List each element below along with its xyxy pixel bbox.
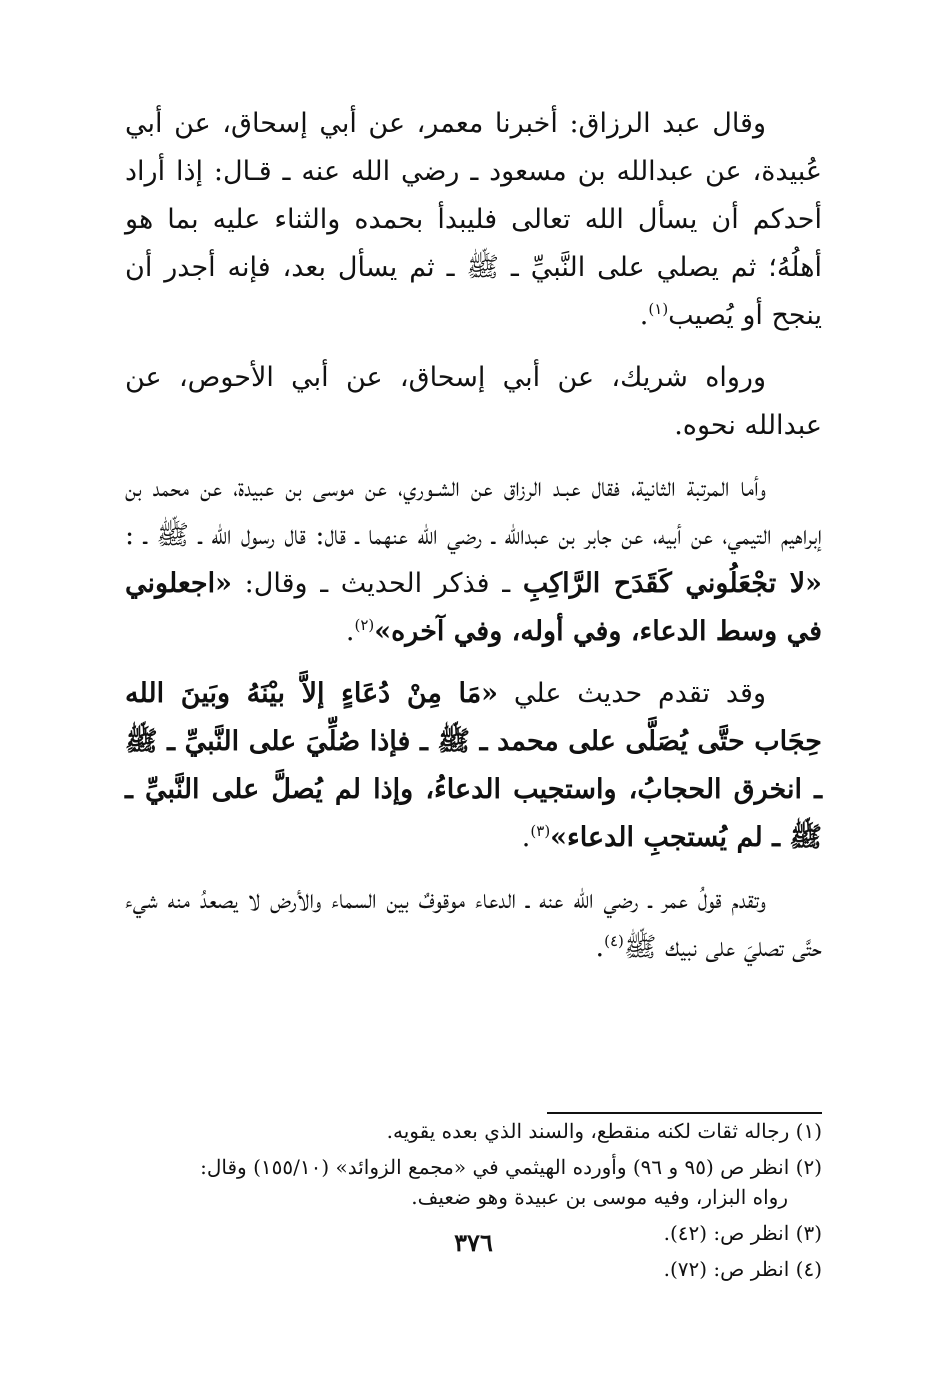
footnote-1-text: (١) رجاله ثقات لكنه منقطع، والسند الذي بعده يقويه.	[386, 1119, 822, 1143]
paragraph-2-text: ورواه شريك، عن أبي إسحاق، عن أبي الأحوص، عن عبدالله نحوه.	[125, 362, 822, 441]
paragraph-3-end: .	[345, 616, 355, 647]
paragraph-1	[125, 100, 822, 340]
paragraph-3-text-1: وأما المرتبة الثانية، فقال عبـد الرزاق عن الشـوري، عن موسى بن عبيدة، عن محمد بن إبراهيم التيمي، عن أبيه، عن جابر بن عبدالله ـ رضي الله عنهما ـ قال: قال رسول الله ـ ﷺ ـ :	[125, 472, 822, 551]
paragraph-4	[125, 670, 822, 862]
footnote-3-text: (٣) انظر ص: (٤٢).	[663, 1221, 822, 1245]
paragraph-3	[125, 464, 822, 656]
footnote-2-continuation: رواه البزار، وفيه موسى بن عبيدة وهو ضعيف.	[411, 1185, 788, 1209]
footnotes	[125, 1116, 822, 1290]
footnote-ref-3[interactable]: (٣)	[530, 822, 551, 840]
footnote-1	[125, 1116, 822, 1146]
footnote-ref-2[interactable]: (٢)	[354, 616, 375, 634]
paragraph-5-end: .	[595, 932, 605, 963]
paragraph-3-text-2: ـ فذكر الحديث ـ وقال:	[244, 568, 511, 599]
footnote-4-text: (٤) انظر ص: (٧٢).	[663, 1257, 822, 1281]
footnote-ref-1[interactable]: (١)	[648, 300, 669, 318]
paragraph-1-text: وقال عبد الرزاق: أخبرنا معمر، عن أبي إسحاق، عن أبي عُبيدة، عن عبدالله بن مسعود ـ رضي الله عنه ـ قـال: إذا أراد أحدكم أن يسأل الله تعالى فليبدأ بحمده والثناء عليه بما هو أهلُهُ؛ ثم يصلي على النَّبيِّ ـ ﷺ ـ ثم يسأل بعد، فإنه أجدر أن ينجح أو يُصيب	[125, 108, 822, 331]
paragraph-4-text-1: وقد تقدم حديث علي	[513, 678, 766, 709]
hadith-quote-1: «لا تجْعَلُوني كَقَدَح الرَّاكِبِ	[522, 568, 822, 599]
footnote-2	[125, 1152, 822, 1212]
page-number: ٣٧٦	[454, 1228, 493, 1257]
footnote-ref-4[interactable]: (٤)	[604, 932, 624, 950]
footnote-2-text: (٢) انظر ص (٩٥ و ٩٦) وأورده الهيثمي في «مجمع الزوائد» (١٥٥/١٠) وقال:	[200, 1155, 822, 1179]
hadith-quote-3: «مَا مِنْ دُعَاءٍ إلاَّ بيْنَهُ وبَينَ الله حِجَاب حتَّى يُصَلَّى على محمد ـ ﷺ ـ فإذا صُلِّيَ على النَّبيِّ ـ ﷺ ـ انخرق الحجابُ، واستجيب الدعاءُ، وإذا لم يُصلَّ على النَّبيِّ ـ ﷺ ـ لم يُستجبِ الدعاء»	[125, 678, 822, 853]
paragraph-1-end: .	[639, 300, 649, 331]
paragraph-4-end: .	[521, 822, 531, 853]
book-page	[125, 100, 822, 1280]
paragraph-2	[125, 354, 822, 450]
paragraph-5-text: وتقدم قولُ عمر ـ رضي الله عنه ـ الدعاء موقوفٌ بين السماء والأرض لا يصعدُ منه شيء حتَّى تصليَ على نبيك ﷺ	[125, 884, 822, 963]
footnote-4	[125, 1254, 822, 1284]
paragraph-5	[125, 876, 822, 972]
footnote-divider	[547, 1112, 822, 1114]
hadith-quote-2: «اجعلوني في وسط الدعاء، وفي أوله، وفي آخره»	[125, 568, 822, 647]
